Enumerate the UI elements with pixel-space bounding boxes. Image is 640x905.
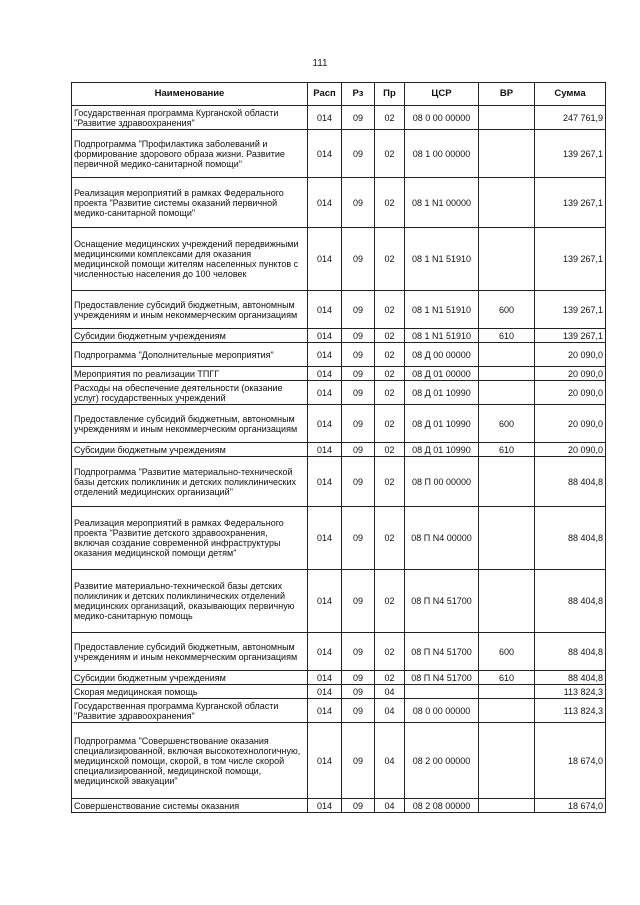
- cell-rz: 09: [342, 685, 375, 699]
- cell-rasp: 014: [308, 329, 342, 343]
- cell-csr: 08 Д 00 00000: [405, 343, 479, 367]
- cell-sum: 20 090,0: [535, 381, 606, 405]
- cell-pr: 02: [375, 130, 405, 178]
- table-row: [72, 723, 606, 799]
- cell-rasp: 014: [308, 291, 342, 329]
- cell-name: Субсидии бюджетным учреждениям: [72, 671, 308, 685]
- cell-sum: 247 761,9: [535, 106, 606, 130]
- cell-sum: 88 404,8: [535, 507, 606, 570]
- cell-name: Подпрограмма "Развитие материально-технической базы детских поликлиник и детских поликлинических отделений медицинских организаций": [72, 457, 308, 507]
- cell-csr: 08 П N4 00000: [405, 507, 479, 570]
- cell-name: Субсидии бюджетным учреждениям: [72, 443, 308, 457]
- cell-name: Предоставление субсидий бюджетным, автономным учреждениям и иным некоммерческим организациям: [72, 405, 308, 443]
- cell-name: Расходы на обеспечение деятельности (оказание услуг) государственных учреждений: [72, 381, 308, 405]
- cell-vr: [479, 381, 535, 405]
- cell-vr: [479, 178, 535, 228]
- cell-sum: 88 404,8: [535, 457, 606, 507]
- cell-rasp: 014: [308, 799, 342, 813]
- cell-rz: 09: [342, 367, 375, 381]
- cell-rz: 09: [342, 329, 375, 343]
- cell-vr: 600: [479, 291, 535, 329]
- cell-rz: 09: [342, 178, 375, 228]
- cell-csr: [405, 685, 479, 699]
- cell-name: Реализация мероприятий в рамках Федерального проекта "Развитие системы оказаний первичной медико-санитарной помощи": [72, 178, 308, 228]
- table-header-row: [72, 83, 606, 106]
- cell-csr: 08 Д 01 10990: [405, 381, 479, 405]
- cell-pr: 04: [375, 685, 405, 699]
- cell-vr: [479, 106, 535, 130]
- table-row: [72, 291, 606, 329]
- cell-pr: 04: [375, 799, 405, 813]
- table-row: [72, 343, 606, 367]
- cell-rz: 09: [342, 699, 375, 723]
- cell-pr: 02: [375, 228, 405, 291]
- cell-rz: 09: [342, 671, 375, 685]
- cell-pr: 02: [375, 367, 405, 381]
- cell-sum: 20 090,0: [535, 367, 606, 381]
- cell-vr: 600: [479, 633, 535, 671]
- table-row: [72, 671, 606, 685]
- cell-sum: 18 674,0: [535, 799, 606, 813]
- table-row: [72, 130, 606, 178]
- cell-pr: 02: [375, 291, 405, 329]
- cell-csr: 08 2 08 00000: [405, 799, 479, 813]
- cell-sum: 20 090,0: [535, 443, 606, 457]
- cell-rasp: 014: [308, 457, 342, 507]
- cell-sum: 139 267,1: [535, 130, 606, 178]
- cell-rz: 09: [342, 343, 375, 367]
- cell-rasp: 014: [308, 671, 342, 685]
- cell-sum: 113 824,3: [535, 699, 606, 723]
- table-row: [72, 106, 606, 130]
- cell-vr: [479, 799, 535, 813]
- cell-pr: 02: [375, 633, 405, 671]
- cell-rz: 09: [342, 457, 375, 507]
- table-row: [72, 457, 606, 507]
- cell-rasp: 014: [308, 570, 342, 633]
- cell-pr: 02: [375, 570, 405, 633]
- header-pr: Пр: [375, 83, 405, 106]
- cell-csr: 08 П N4 51700: [405, 633, 479, 671]
- cell-rz: 09: [342, 799, 375, 813]
- cell-sum: 139 267,1: [535, 178, 606, 228]
- cell-rz: 09: [342, 291, 375, 329]
- cell-rz: 09: [342, 130, 375, 178]
- cell-rasp: 014: [308, 405, 342, 443]
- cell-name: Совершенствование системы оказания: [72, 799, 308, 813]
- cell-pr: 02: [375, 381, 405, 405]
- cell-rasp: 014: [308, 178, 342, 228]
- cell-sum: 139 267,1: [535, 291, 606, 329]
- cell-pr: 02: [375, 178, 405, 228]
- cell-vr: [479, 130, 535, 178]
- cell-rz: 09: [342, 381, 375, 405]
- cell-rz: 09: [342, 106, 375, 130]
- cell-vr: 600: [479, 405, 535, 443]
- table-row: [72, 570, 606, 633]
- cell-csr: 08 П N4 51700: [405, 671, 479, 685]
- cell-csr: 08 1 N1 51910: [405, 291, 479, 329]
- cell-pr: 02: [375, 106, 405, 130]
- cell-rz: 09: [342, 443, 375, 457]
- cell-pr: 02: [375, 457, 405, 507]
- cell-vr: [479, 699, 535, 723]
- cell-sum: 139 267,1: [535, 329, 606, 343]
- cell-rz: 09: [342, 723, 375, 799]
- cell-pr: 04: [375, 723, 405, 799]
- cell-rz: 09: [342, 228, 375, 291]
- cell-pr: 02: [375, 405, 405, 443]
- cell-vr: [479, 228, 535, 291]
- cell-csr: 08 Д 01 10990: [405, 443, 479, 457]
- cell-name: Мероприятия по реализации ТПГГ: [72, 367, 308, 381]
- cell-vr: [479, 723, 535, 799]
- table-row: [72, 329, 606, 343]
- cell-pr: 02: [375, 671, 405, 685]
- cell-csr: 08 Д 01 10990: [405, 405, 479, 443]
- cell-csr: 08 1 N1 51910: [405, 228, 479, 291]
- cell-name: Государственная программа Курганской области "Развитие здравоохранения": [72, 106, 308, 130]
- cell-pr: 02: [375, 507, 405, 570]
- cell-name: Предоставление субсидий бюджетным, автономным учреждениям и иным некоммерческим организациям: [72, 633, 308, 671]
- cell-csr: 08 2 00 00000: [405, 723, 479, 799]
- cell-sum: 20 090,0: [535, 405, 606, 443]
- header-csr: ЦСР: [405, 83, 479, 106]
- header-rz: Рз: [342, 83, 375, 106]
- cell-sum: 113 824,3: [535, 685, 606, 699]
- cell-rasp: 014: [308, 507, 342, 570]
- cell-pr: 02: [375, 443, 405, 457]
- page-number: 111: [312, 58, 328, 69]
- cell-rasp: 014: [308, 343, 342, 367]
- cell-rasp: 014: [308, 723, 342, 799]
- cell-vr: 610: [479, 443, 535, 457]
- cell-vr: [479, 367, 535, 381]
- cell-rasp: 014: [308, 381, 342, 405]
- cell-rasp: 014: [308, 699, 342, 723]
- cell-rz: 09: [342, 633, 375, 671]
- cell-name: Подпрограмма "Профилактика заболеваний и формирование здорового образа жизни. Развитие первичной медико-санитарной помощи": [72, 130, 308, 178]
- cell-csr: 08 1 N1 00000: [405, 178, 479, 228]
- table-row: [72, 443, 606, 457]
- cell-csr: 08 П 00 00000: [405, 457, 479, 507]
- cell-sum: 18 674,0: [535, 723, 606, 799]
- cell-name: Реализация мероприятий в рамках Федерального проекта "Развитие детского здравоохранения, включая создание современной инфраструктуры оказания медицинской помощи детям": [72, 507, 308, 570]
- cell-rasp: 014: [308, 685, 342, 699]
- cell-name: Предоставление субсидий бюджетным, автономным учреждениям и иным некоммерческим организациям: [72, 291, 308, 329]
- table-row: [72, 228, 606, 291]
- header-name: Наименование: [72, 83, 308, 106]
- cell-rz: 09: [342, 507, 375, 570]
- cell-name: Государственная программа Курганской области "Развитие здравоохранения": [72, 699, 308, 723]
- table-row: [72, 507, 606, 570]
- cell-sum: 88 404,8: [535, 570, 606, 633]
- cell-csr: 08 П N4 51700: [405, 570, 479, 633]
- table-row: [72, 367, 606, 381]
- cell-pr: 02: [375, 329, 405, 343]
- cell-rz: 09: [342, 405, 375, 443]
- cell-rasp: 014: [308, 106, 342, 130]
- cell-vr: [479, 685, 535, 699]
- table-row: [72, 799, 606, 813]
- cell-vr: [479, 570, 535, 633]
- table-body: [72, 106, 606, 813]
- table-row: [72, 381, 606, 405]
- cell-vr: [479, 343, 535, 367]
- table-row: [72, 685, 606, 699]
- cell-rasp: 014: [308, 633, 342, 671]
- cell-rasp: 014: [308, 228, 342, 291]
- table-row: [72, 633, 606, 671]
- cell-sum: 139 267,1: [535, 228, 606, 291]
- cell-sum: 88 404,8: [535, 633, 606, 671]
- cell-name: Подпрограмма "Совершенствование оказания специализированной, включая высокотехнологичную, медицинской помощи, скорой, в том числе скорой специализированной, медицинской помощи, медицинской эвакуации": [72, 723, 308, 799]
- cell-csr: 08 0 00 00000: [405, 106, 479, 130]
- cell-rz: 09: [342, 570, 375, 633]
- cell-csr: 08 1 00 00000: [405, 130, 479, 178]
- cell-csr: 08 1 N1 51910: [405, 329, 479, 343]
- cell-vr: [479, 507, 535, 570]
- cell-sum: 88 404,8: [535, 671, 606, 685]
- table-row: [72, 178, 606, 228]
- cell-vr: [479, 457, 535, 507]
- header-vr: ВР: [479, 83, 535, 106]
- cell-name: Оснащение медицинских учреждений передвижными медицинскими комплексами для оказания медицинской помощи жителям населенных пунктов с численностью населения до 100 человек: [72, 228, 308, 291]
- cell-name: Субсидии бюджетным учреждениям: [72, 329, 308, 343]
- cell-csr: 08 0 00 00000: [405, 699, 479, 723]
- header-sum: Сумма: [535, 83, 606, 106]
- table-row: [72, 699, 606, 723]
- cell-name: Развитие материально-технической базы детских поликлиник и детских поликлинических отделений медицинских организаций, оказывающих первичную медико-санитарную помощь: [72, 570, 308, 633]
- table-row: [72, 405, 606, 443]
- cell-name: Скорая медицинская помощь: [72, 685, 308, 699]
- cell-rasp: 014: [308, 367, 342, 381]
- cell-pr: 04: [375, 699, 405, 723]
- cell-sum: 20 090,0: [535, 343, 606, 367]
- cell-rasp: 014: [308, 443, 342, 457]
- cell-rasp: 014: [308, 130, 342, 178]
- header-rasp: Расп: [308, 83, 342, 106]
- cell-pr: 02: [375, 343, 405, 367]
- cell-csr: 08 Д 01 00000: [405, 367, 479, 381]
- cell-name: Подпрограмма "Дополнительные мероприятия": [72, 343, 308, 367]
- cell-vr: 610: [479, 329, 535, 343]
- budget-table: [71, 82, 606, 813]
- cell-vr: 610: [479, 671, 535, 685]
